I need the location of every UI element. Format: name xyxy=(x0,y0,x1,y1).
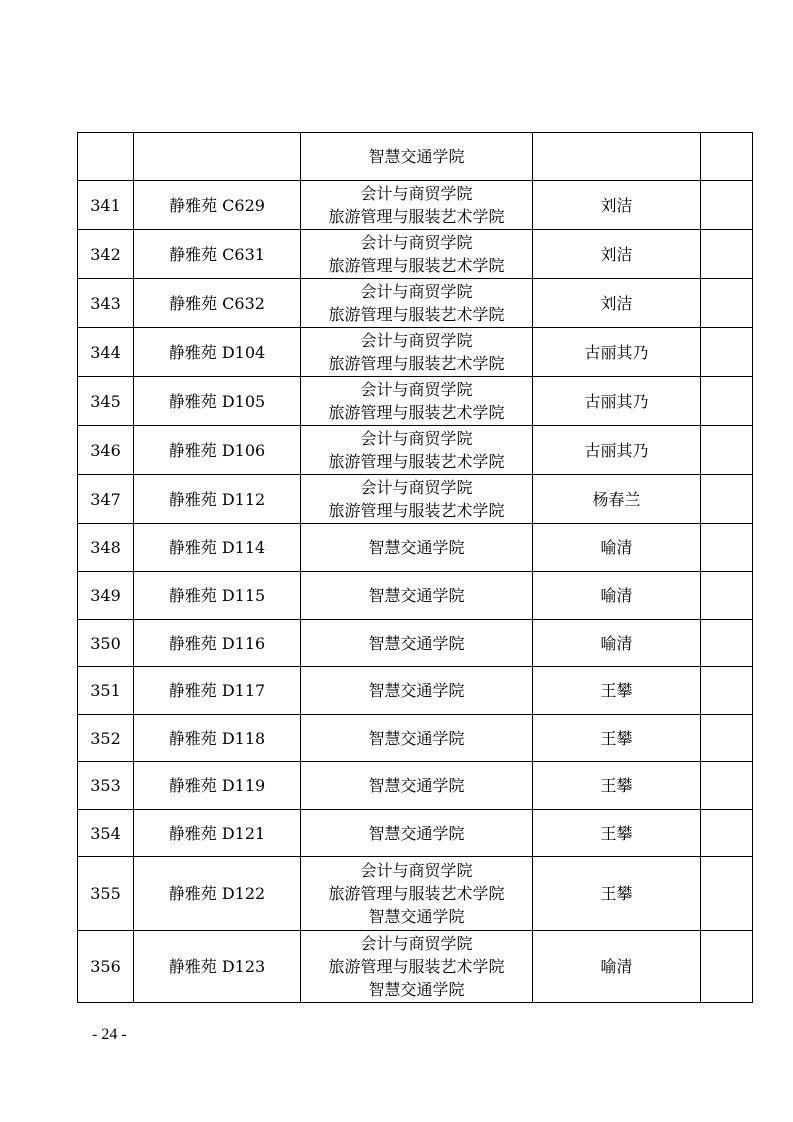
room-cell: 静雅苑 D123 xyxy=(134,931,301,1003)
staff-cell: 刘洁 xyxy=(533,230,701,279)
staff-cell: 喻清 xyxy=(533,524,701,572)
table-row xyxy=(78,931,753,1003)
staff-cell: 喻清 xyxy=(533,620,701,667)
college-cell xyxy=(301,181,533,230)
table-body xyxy=(78,133,753,1003)
staff-cell: 喻清 xyxy=(533,931,701,1003)
college-cell xyxy=(301,667,533,715)
college-name: 智慧交通学院 xyxy=(368,776,465,795)
room-cell: 静雅苑 D117 xyxy=(134,667,301,715)
table-row xyxy=(78,377,753,426)
staff-cell xyxy=(533,133,701,181)
college-name: 智慧交通学院 xyxy=(368,980,465,999)
row-number-cell: 344 xyxy=(78,328,134,377)
row-number-cell: 352 xyxy=(78,715,134,762)
table-row xyxy=(78,762,753,810)
room-cell: 静雅苑 D122 xyxy=(134,857,301,931)
note-cell xyxy=(701,715,753,762)
row-number-cell xyxy=(78,133,134,181)
staff-cell: 喻清 xyxy=(533,572,701,620)
college-name: 旅游管理与服装艺术学院 xyxy=(328,354,505,373)
row-number-cell: 355 xyxy=(78,857,134,931)
college-name: 智慧交通学院 xyxy=(368,728,465,748)
note-cell xyxy=(701,328,753,377)
staff-cell: 王攀 xyxy=(533,857,701,931)
college-name: 智慧交通学院 xyxy=(368,147,465,166)
page-number: - 24 - xyxy=(92,1026,127,1043)
college-cell xyxy=(301,762,533,810)
staff-cell: 古丽其乃 xyxy=(533,328,701,377)
table-row xyxy=(78,181,753,230)
row-number-cell: 353 xyxy=(78,762,134,810)
staff-cell: 杨春兰 xyxy=(533,475,701,524)
note-cell xyxy=(701,279,753,328)
college-cell xyxy=(301,328,533,377)
note-cell xyxy=(701,230,753,279)
table-row xyxy=(78,230,753,279)
dormitory-assignment-table xyxy=(77,132,753,1003)
room-cell: 静雅苑 D121 xyxy=(134,810,301,857)
college-name: 旅游管理与服装艺术学院 xyxy=(328,957,505,976)
staff-cell: 王攀 xyxy=(533,810,701,857)
row-number-cell: 354 xyxy=(78,810,134,857)
table-row xyxy=(78,524,753,572)
room-cell xyxy=(134,133,301,181)
table-row xyxy=(78,857,753,931)
college-name: 会计与商贸学院 xyxy=(360,478,473,497)
college-name: 旅游管理与服装艺术学院 xyxy=(328,256,505,275)
table-row xyxy=(78,715,753,762)
college-cell xyxy=(301,572,533,620)
row-number-cell: 349 xyxy=(78,572,134,620)
college-name: 智慧交通学院 xyxy=(368,907,465,926)
note-cell xyxy=(701,931,753,1003)
college-name: 会计与商贸学院 xyxy=(360,331,473,350)
college-name: 会计与商贸学院 xyxy=(360,282,473,301)
room-cell: 静雅苑 D119 xyxy=(134,762,301,810)
college-name: 旅游管理与服装艺术学院 xyxy=(328,403,505,422)
table-row xyxy=(78,810,753,857)
room-cell: 静雅苑 D115 xyxy=(134,572,301,620)
row-number-cell: 341 xyxy=(78,181,134,230)
college-name: 会计与商贸学院 xyxy=(360,861,473,880)
college-name: 会计与商贸学院 xyxy=(360,380,473,399)
row-number-cell: 348 xyxy=(78,524,134,572)
college-cell xyxy=(301,524,533,572)
college-cell xyxy=(301,279,533,328)
room-cell: 静雅苑 C629 xyxy=(134,181,301,230)
note-cell xyxy=(701,810,753,857)
table-row xyxy=(78,667,753,715)
college-name: 会计与商贸学院 xyxy=(360,184,473,203)
staff-cell: 王攀 xyxy=(533,715,701,762)
row-number-cell: 351 xyxy=(78,667,134,715)
college-cell xyxy=(301,426,533,475)
college-name: 智慧交通学院 xyxy=(368,633,465,653)
room-cell: 静雅苑 D112 xyxy=(134,475,301,524)
note-cell xyxy=(701,667,753,715)
note-cell xyxy=(701,620,753,667)
college-name: 旅游管理与服装艺术学院 xyxy=(328,207,505,226)
room-cell: 静雅苑 D105 xyxy=(134,377,301,426)
row-number-cell: 347 xyxy=(78,475,134,524)
college-name: 旅游管理与服装艺术学院 xyxy=(328,305,505,324)
row-number-cell: 346 xyxy=(78,426,134,475)
note-cell xyxy=(701,475,753,524)
college-name: 旅游管理与服装艺术学院 xyxy=(328,452,505,471)
table-row xyxy=(78,328,753,377)
note-cell xyxy=(701,524,753,572)
table-row xyxy=(78,133,753,181)
room-cell: 静雅苑 C631 xyxy=(134,230,301,279)
college-cell xyxy=(301,133,533,181)
college-cell xyxy=(301,931,533,1003)
college-name: 旅游管理与服装艺术学院 xyxy=(328,501,505,520)
staff-cell: 王攀 xyxy=(533,667,701,715)
note-cell xyxy=(701,572,753,620)
row-number-cell: 350 xyxy=(78,620,134,667)
note-cell xyxy=(701,133,753,181)
college-cell xyxy=(301,857,533,931)
college-cell xyxy=(301,715,533,762)
table-row xyxy=(78,620,753,667)
table-row xyxy=(78,279,753,328)
table-row xyxy=(78,475,753,524)
room-cell: 静雅苑 D104 xyxy=(134,328,301,377)
staff-cell: 王攀 xyxy=(533,762,701,810)
college-cell xyxy=(301,475,533,524)
college-name: 智慧交通学院 xyxy=(368,538,465,557)
note-cell xyxy=(701,377,753,426)
room-cell: 静雅苑 D114 xyxy=(134,524,301,572)
college-cell xyxy=(301,377,533,426)
note-cell xyxy=(701,857,753,931)
room-cell: 静雅苑 D106 xyxy=(134,426,301,475)
row-number-cell: 356 xyxy=(78,931,134,1003)
staff-cell: 刘洁 xyxy=(533,279,701,328)
row-number-cell: 342 xyxy=(78,230,134,279)
college-name: 智慧交通学院 xyxy=(368,681,465,700)
note-cell xyxy=(701,762,753,810)
college-name: 会计与商贸学院 xyxy=(360,934,473,953)
row-number-cell: 343 xyxy=(78,279,134,328)
staff-cell: 古丽其乃 xyxy=(533,377,701,426)
room-cell: 静雅苑 D118 xyxy=(134,715,301,762)
room-cell: 静雅苑 D116 xyxy=(134,620,301,667)
staff-cell: 刘洁 xyxy=(533,181,701,230)
row-number-cell: 345 xyxy=(78,377,134,426)
college-name: 智慧交通学院 xyxy=(368,823,465,843)
college-cell xyxy=(301,230,533,279)
table-row xyxy=(78,426,753,475)
college-cell xyxy=(301,810,533,857)
college-name: 会计与商贸学院 xyxy=(360,233,473,252)
note-cell xyxy=(701,181,753,230)
table-row xyxy=(78,572,753,620)
college-name: 智慧交通学院 xyxy=(368,586,465,605)
staff-cell: 古丽其乃 xyxy=(533,426,701,475)
note-cell xyxy=(701,426,753,475)
college-name: 会计与商贸学院 xyxy=(360,429,473,448)
college-cell xyxy=(301,620,533,667)
college-name: 旅游管理与服装艺术学院 xyxy=(328,884,505,903)
room-cell: 静雅苑 C632 xyxy=(134,279,301,328)
